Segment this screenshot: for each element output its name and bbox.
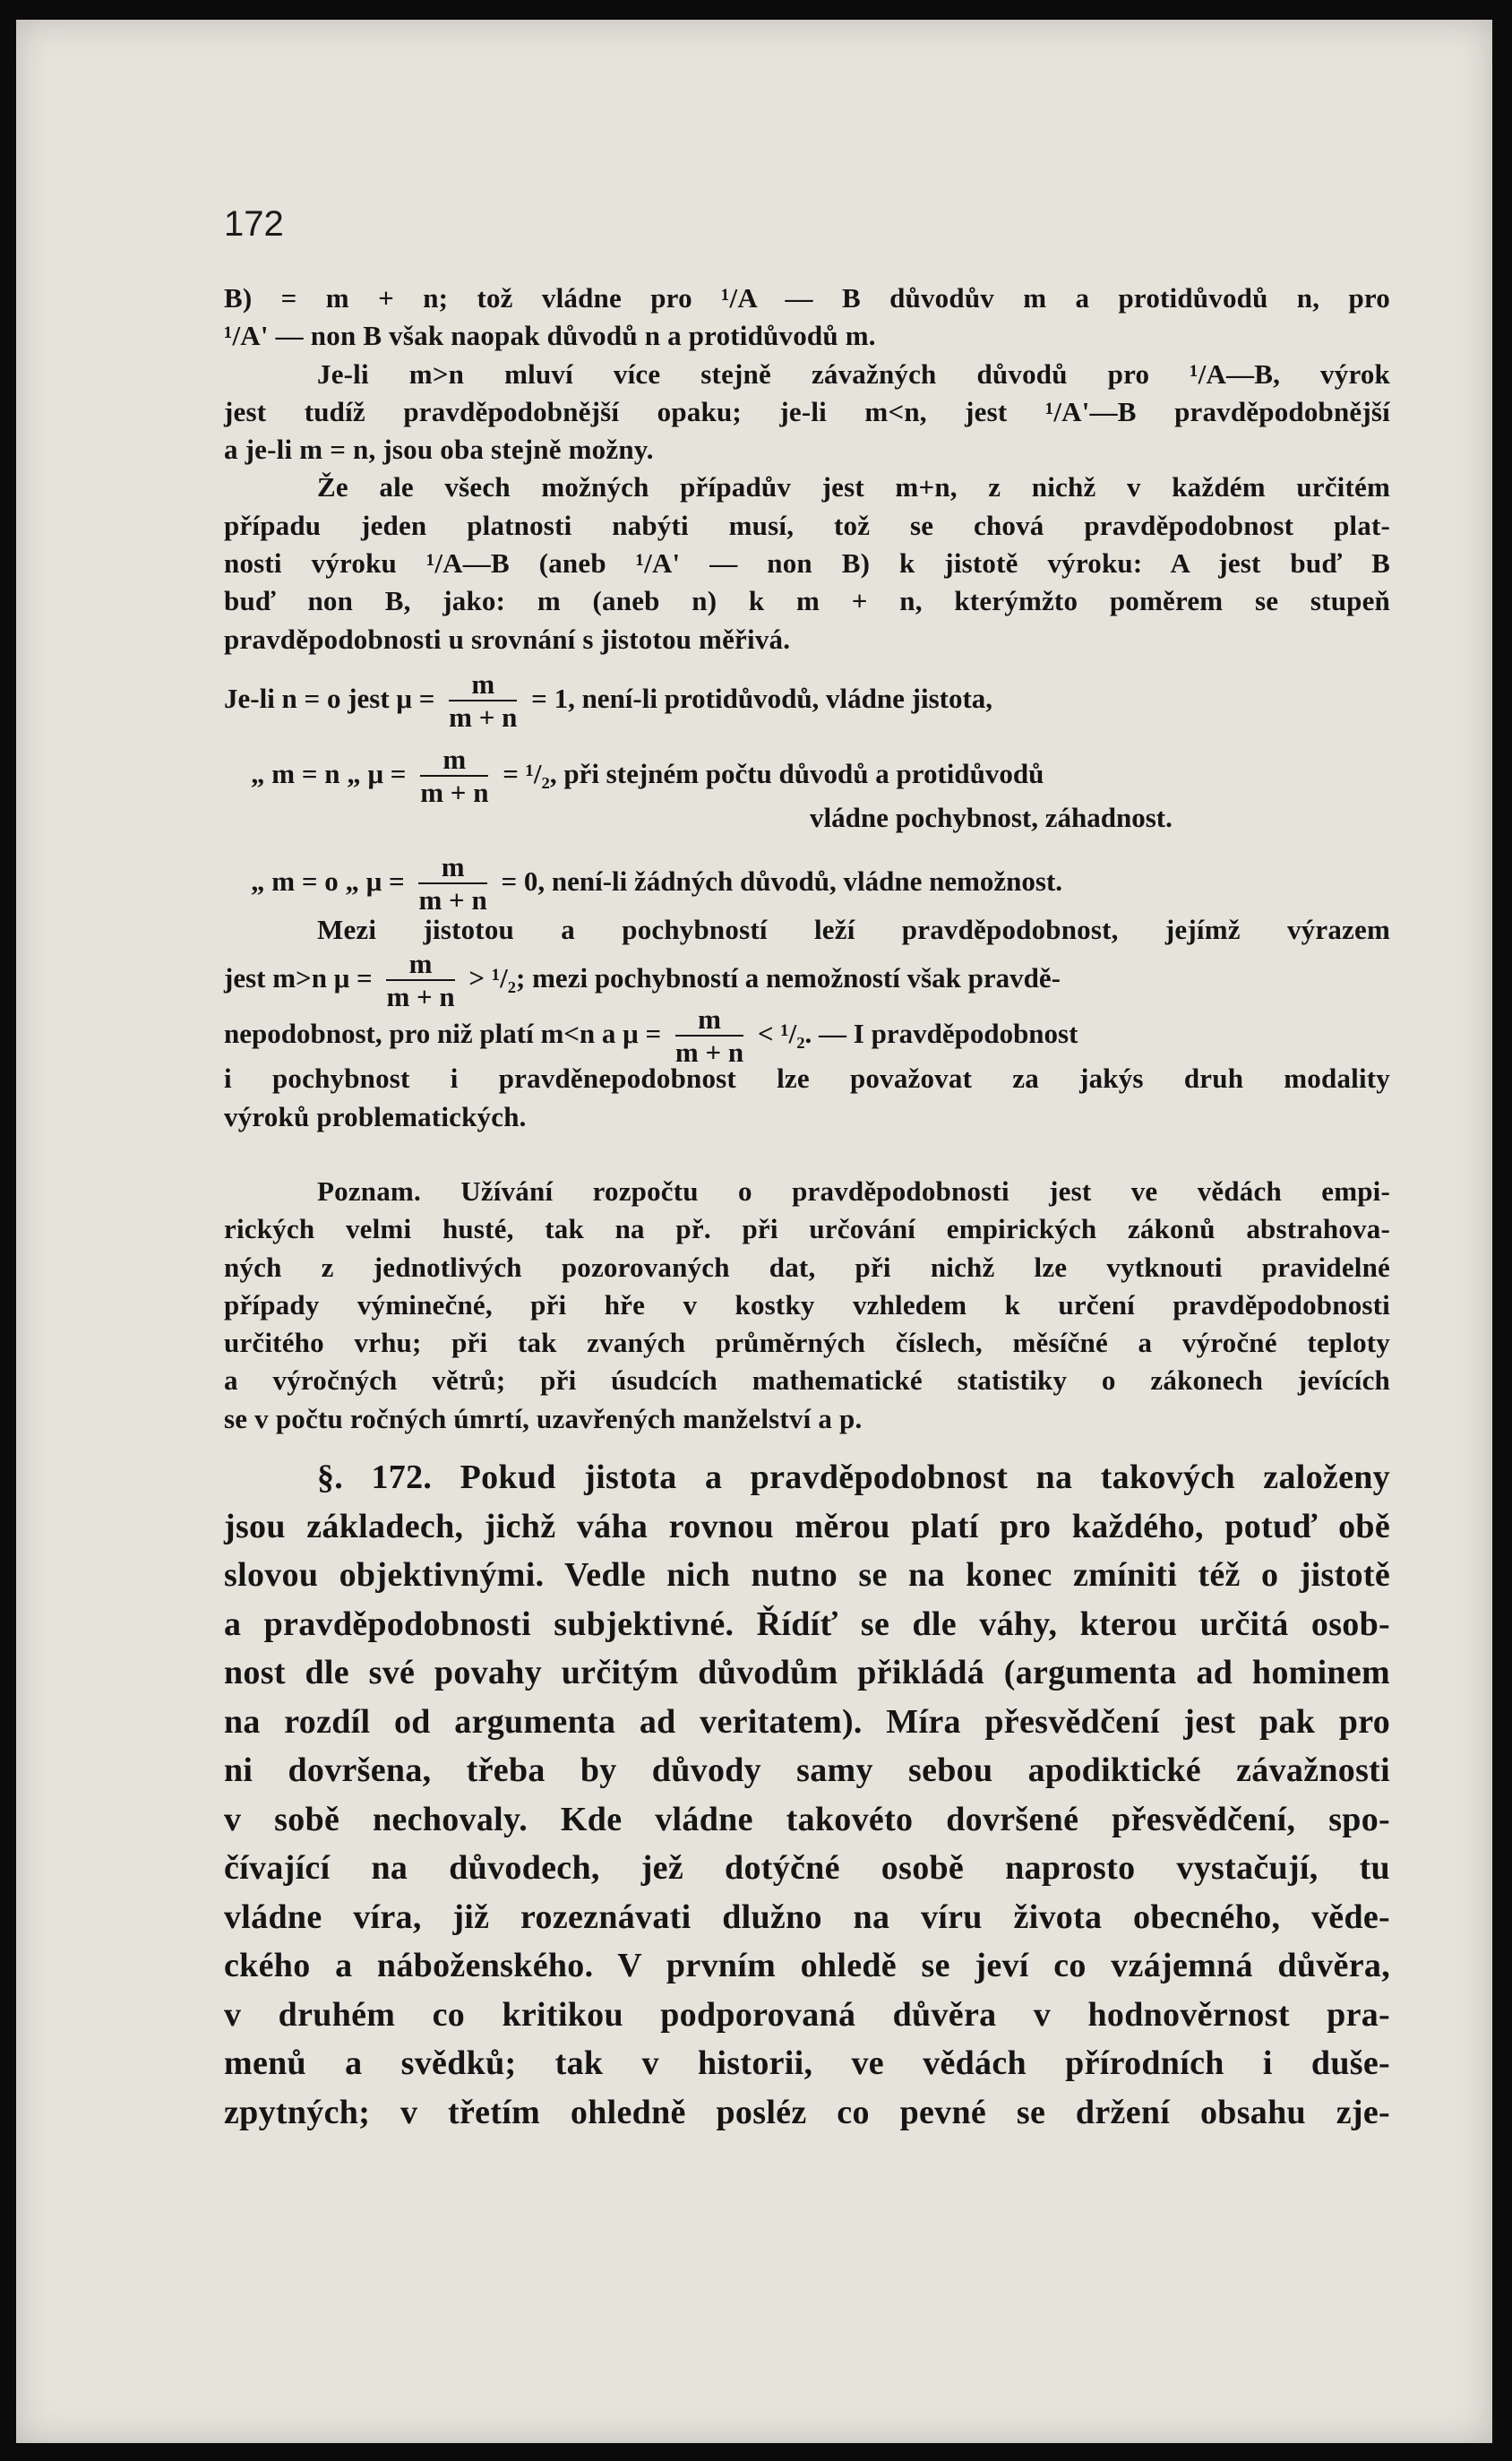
- text-line: v sobě nechovaly. Kde vládne takovéto dovršené přesvědčení, spo-: [224, 1800, 1390, 1838]
- fraction: [418, 852, 486, 916]
- formula-right: = ¹/₂, při stejném počtu důvodů a protidůvodů: [503, 758, 1044, 790]
- text-line: nost dle své povahy určitým důvodům přikládá (argumenta ad hominem: [224, 1654, 1390, 1691]
- fraction: [420, 744, 488, 809]
- paragraph-probability-range: [224, 911, 1390, 1136]
- formula-left: „ m = o „ μ =: [251, 865, 405, 898]
- text-line: nosti výroku ¹/A—B (aneb ¹/A' — non B) k jistotě výroku: A jest buď B: [224, 547, 1390, 580]
- fraction-denominator: m + n: [418, 884, 487, 916]
- text-line: a výročných větrů; při úsudcích mathematické statistiky o zákonech jevících: [224, 1364, 1390, 1397]
- formula-right-continued: vládne pochybnost, záhadnost.: [810, 802, 1173, 833]
- fraction-numerator: m: [449, 669, 517, 701]
- text-line: B) = m + n; tož vládne pro ¹/A — B důvodův m a protidůvodů n, pro: [224, 282, 1390, 314]
- text-line: a pravděpodobnosti subjektivné. Řídíť se dle váhy, kterou určitá osob-: [224, 1605, 1390, 1643]
- formula-line: [224, 948, 1390, 1013]
- fraction-denominator: m + n: [420, 777, 489, 808]
- text-line: se v počtu ročných úmrtí, uzavřených manželství a p.: [224, 1402, 863, 1434]
- text-line: Je-li m>n mluví více stejně závažných důvodů pro ¹/A—B, výrok: [317, 357, 1390, 390]
- text-line: a je-li m = n, jsou oba stejně možny.: [224, 434, 654, 466]
- formula-right: < ¹/₂. — I pravděpodobnost: [757, 1018, 1078, 1050]
- text-line: buď non B, jako: m (aneb n) k m + n, kterýmžto poměrem se stupeň: [224, 585, 1390, 617]
- text-line: menů a svědků; tak v historii, ve vědách přírodních i duše-: [224, 2044, 1390, 2082]
- text-line: případu jeden platnosti nabýti musí, tož se chová pravděpodobnost plat-: [224, 509, 1390, 541]
- text-line: pravděpodobnosti u srovnání s jistotou měřivá.: [224, 623, 791, 655]
- section-172: [224, 1453, 1390, 2137]
- text-line: i pochybnost i pravděnepodobnost lze považovat za jakýs druh modality: [224, 1063, 1390, 1095]
- fraction-numerator: m: [420, 744, 488, 777]
- text-line: určitého vrhu; při tak zvaných průměrných číslech, měsíčné a výročné teploty: [224, 1327, 1390, 1359]
- formula-row-certainty: [224, 669, 1390, 744]
- note-paragraph: [224, 1173, 1390, 1438]
- text-line: ¹/A' — non B však naopak důvodů n a protidůvodů m.: [224, 320, 876, 352]
- formula-row-doubt: [224, 744, 1390, 852]
- fraction-denominator: m + n: [674, 1037, 744, 1069]
- fraction-numerator: m: [675, 1004, 743, 1037]
- section-heading-line: §. 172. Pokud jistota a pravděpodobnost na takových založeny: [317, 1459, 1390, 1496]
- text-line: ných z jednotlivých pozorovaných dat, při nichž lze vytknouti pravidelné: [224, 1251, 1390, 1283]
- text-line: Poznam. Užívání rozpočtu o pravděpodobnosti jest ve vědách empi-: [317, 1175, 1390, 1207]
- fraction-numerator: m: [386, 949, 454, 981]
- text-line: ckého a náboženského. V prvním ohledě se jeví co vzájemná důvěra,: [224, 1947, 1390, 1984]
- paragraph-probability-cases: [224, 280, 1390, 658]
- text-line: jsou základech, jichž váha rovnou měrou platí pro každého, potuď obě: [224, 1507, 1390, 1545]
- text-line: výroků problematických.: [224, 1100, 527, 1132]
- text-line: zpytných; v třetím ohledně posléz co pevné se držení obsahu zje-: [224, 2093, 1390, 2131]
- formula-block: [224, 669, 1390, 927]
- text-line: Že ale všech možných případův jest m+n, z nichž v každém určitém: [317, 471, 1390, 503]
- text-line: na rozdíl od argumenta ad veritatem). Míra přesvědčení jest pak pro: [224, 1702, 1390, 1741]
- text-line: Mezi jistotou a pochybností leží pravděpodobnost, jejímž výrazem: [317, 914, 1390, 945]
- text-line: jest tudíž pravděpodobnější opaku; je-li m<n, jest ¹/A'—B pravděpodobnější: [224, 395, 1390, 427]
- formula-left: Je-li n = o jest μ =: [224, 683, 435, 715]
- fraction-numerator: m: [418, 852, 486, 884]
- text-line: případy výminečné, při hře v kostky vzhledem k určení pravděpodobnosti: [224, 1288, 1390, 1321]
- fraction-denominator: m + n: [449, 701, 518, 733]
- page-number: 172: [224, 204, 284, 244]
- formula-right: > ¹/₂; mezi pochybností a nemožností však pravdě-: [468, 962, 1061, 994]
- text-line: vládne víra, již rozeznávati dlužno na víru života obecného, věde-: [224, 1897, 1390, 1936]
- fraction-denominator: m + n: [386, 981, 455, 1013]
- formula-line: [224, 1003, 1390, 1069]
- formula-right: = 1, není-li protidůvodů, vládne jistota,: [531, 683, 993, 715]
- text-line: ni dovršena, třeba by důvody samy sebou apodiktické závažnosti: [224, 1751, 1390, 1789]
- text-line: slovou objektivnými. Vedle nich nutno se na konec zmíniti též o jistotě: [224, 1556, 1390, 1594]
- formula-left: nepodobnost, pro niž platí m<n a μ =: [224, 1018, 662, 1050]
- fraction: [449, 669, 517, 734]
- formula-left: „ m = n „ μ =: [251, 758, 407, 790]
- book-page: [16, 20, 1492, 2443]
- formula-left: jest m>n μ =: [224, 962, 373, 994]
- formula-right: = 0, není-li žádných důvodů, vládne nemožnost.: [501, 865, 1063, 898]
- text-line: čívající na důvodech, jež dotýčné osobě naprosto vystačují, tu: [224, 1849, 1390, 1887]
- text-line: rických velmi husté, tak na př. při určování empirických zákonů abstrahova-: [224, 1213, 1390, 1245]
- text-line: v druhém co kritikou podporovaná důvěra v hodnověrnost pra-: [224, 1995, 1390, 2034]
